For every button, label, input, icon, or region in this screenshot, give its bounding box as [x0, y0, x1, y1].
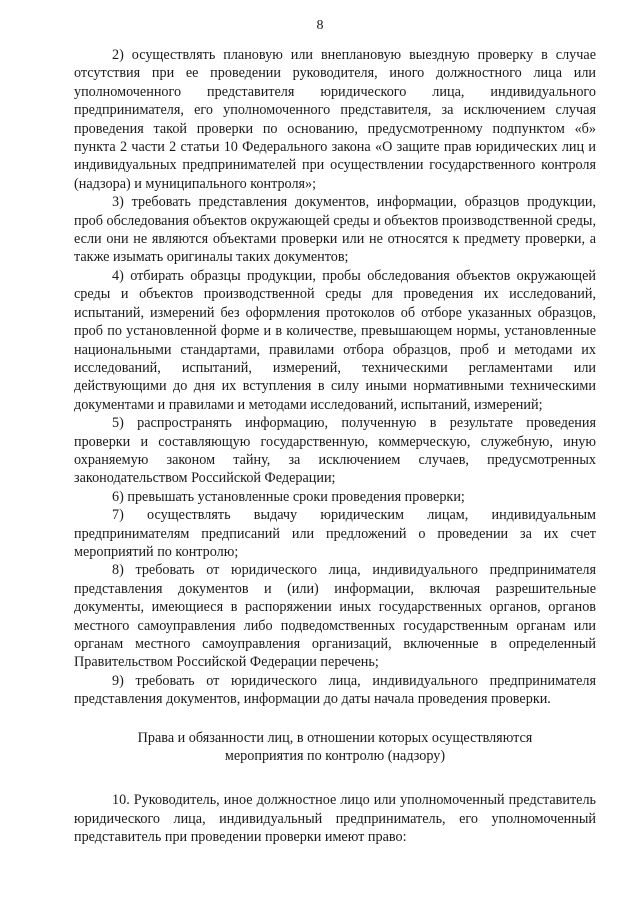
document-body — [74, 46, 596, 847]
paragraph-item-9: 9) требовать от юридического лица, индивидуального предпринимателя представления документов, информации до даты начала проведения проверки. — [74, 672, 596, 708]
section-heading-line-2: мероприятия по контролю (надзору) — [224, 748, 446, 765]
paragraph-item-5: 5) распространять информацию, полученную в результате проведения проверки и составляющую государственную, коммерческую, служебную, иную охраняемую законом тайну, за исключением случаев, предусмотренных законодательством Российской Федерации; — [74, 415, 596, 487]
paragraph-item-7: 7) осуществлять выдачу юридическим лицам, индивидуальным предпринимателям предписаний или предложений о проведении за их счет мероприятий по контролю; — [74, 507, 596, 560]
paragraph-item-4: 4) отбирать образцы продукции, пробы обследования объектов окружающей среды и объектов производственной среды для проведения их исследований, испытаний, измерений без оформления протоколов об отборе указанных образцов, проб по установленной форме и в количестве, превышающем нормы, установленные национальными стандартами, правилами отбора образцов, проб и методами их исследований, испытаний, измерений, техническими регламентами или действующими до дня их вступления в силу иными нормативными техническими документами и правилами и методами исследований, испытаний, измерений; — [74, 267, 596, 413]
paragraph-item-6: 6) превышать установленные сроки проведения проверки; — [112, 488, 465, 505]
paragraph-item-3: 3) требовать представления документов, информации, образцов продукции, проб обследования объектов окружающей среды и объектов производственной среды, если они не являются объектами проверки или не относятся к предмету проверки, а также изымать оригиналы таких документов; — [74, 194, 596, 266]
page-number: 8 — [316, 18, 324, 33]
section-heading — [74, 729, 596, 766]
section-heading-line-1: Права и обязанности лиц, в отношении которых осуществляются — [137, 729, 533, 746]
paragraph-item-8: 8) требовать от юридического лица, индивидуального предпринимателя представления документов и (или) информации, включая разрешительные документы, имеющиеся в распоряжении иных государственных органов, органов местного самоуправления либо подведомственных государственным органам или органам местного самоуправления организаций, включенные в определенный Правительством Российской Федерации перечень; — [74, 562, 596, 671]
paragraph-item-2: 2) осуществлять плановую или внеплановую выездную проверку в случае отсутствия при ее проведении руководителя, иного должностного лица или уполномоченного представителя юридического лица, индивидуального предпринимателя, его уполномоченного представителя, за исключением случая проведения такой проверки по основанию, предусмотренному подпунктом «б» пункта 2 части 2 статьи 10 Федерального закона «О защите прав юридических лиц и индивидуальных предпринимателей при осуществлении государственного контроля (надзора) и муниципального контроля»; — [74, 47, 596, 192]
paragraph-item-10: 10. Руководитель, иное должностное лицо или уполномоченный представитель юридического лица, индивидуальный предприниматель, его уполномоченный представитель при проведении проверки имеют право: — [74, 792, 596, 846]
